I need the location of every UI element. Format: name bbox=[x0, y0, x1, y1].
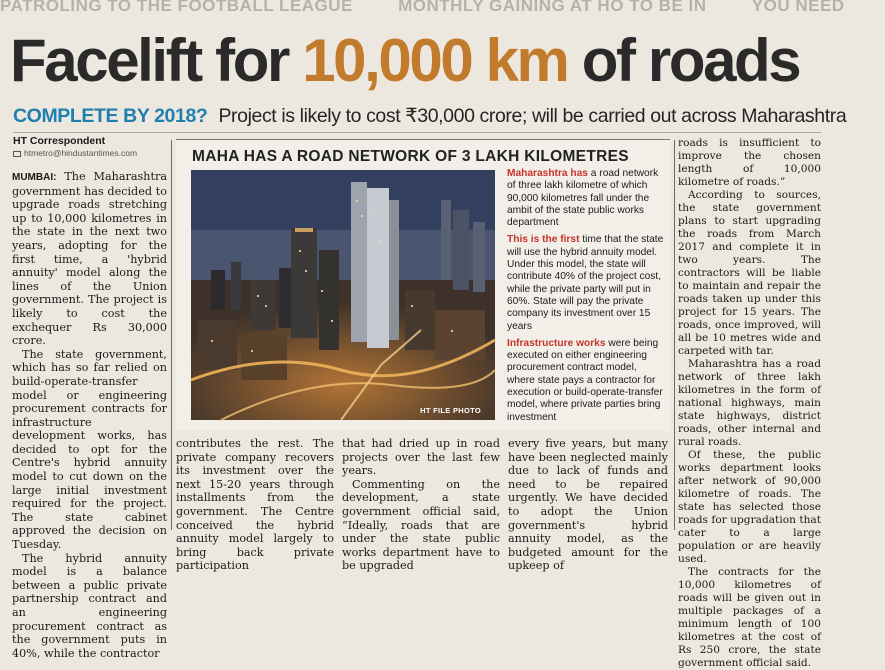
paragraph: Of these, the public works department looks after network of 90,000 kilometre of roads. The state has selected those roads for upgradation that cater to a large population or are heavily used. bbox=[678, 449, 821, 565]
fact-lead: Maharashtra has bbox=[507, 168, 588, 179]
subhead-question: COMPLETE BY 2018? bbox=[13, 105, 208, 127]
article-column-3 bbox=[342, 437, 500, 573]
city-night-photo bbox=[191, 170, 495, 420]
paragraph: roads is insufficient to improve the chosen length of 10,000 kilometre of roads.” bbox=[678, 137, 821, 188]
paragraph: Maharashtra has a road network of three lakh kilometres in the form of national highways, main state highways, district roads, other internal and rural roads. bbox=[678, 358, 821, 448]
fact-lead: This is the first bbox=[507, 234, 580, 246]
fact-item bbox=[507, 338, 667, 424]
paragraph: According to sources, the state government plans to start upgrading the roads from March 2017 and complete it in two years. The contractors will be liable to maintain and repair the roads taken up under this project for 15 years. The roads, once improved, will all be 10 metres wide and carpeted with tar. bbox=[678, 189, 821, 357]
ghost-line: YOU NEED bbox=[751, 0, 845, 15]
ghost-line: PATROLING TO THE FOOTBALL LEAGUE bbox=[0, 0, 353, 15]
article-column-2 bbox=[176, 437, 334, 573]
infobox-facts bbox=[507, 168, 667, 429]
dateline: MUMBAI: bbox=[12, 172, 57, 183]
paragraph: The hybrid annuity model is a balance between a public private partnership contract and an engineering procurement contract as the government puts in 40%, while the contractor bbox=[12, 551, 167, 660]
paragraph: that had dried up in road projects over the last few years. bbox=[342, 437, 500, 478]
headline bbox=[10, 26, 820, 96]
subheadline bbox=[13, 103, 847, 129]
paragraph bbox=[12, 170, 167, 348]
infobox-title: MAHA HAS A ROAD NETWORK OF 3 LAKH KILOMETRES bbox=[192, 148, 629, 165]
fact-item bbox=[507, 234, 667, 332]
paragraph: contributes the rest. The private company recovers its investment over the next 15-20 years through installments from the government. The Centre conceived the hybrid annuity model largely to bring back private participation bbox=[176, 437, 334, 573]
paragraph: The contracts for the 10,000 kilometres of roads will be given out in multiple packages of a minimum length of 100 kilometres at the cost of Rs 250 crore, the state government official said. bbox=[678, 566, 821, 669]
paragraph-text: The Maharashtra government has decided to upgrade roads stretching up to 10,000 kilometres in the state in the next two years, adopting for the first time, a 'hybrid annuity' model along the lines of the Union government. The project is likely to cost the exchequer Rs 30,000 crore. bbox=[12, 170, 168, 348]
byline-name: HT Correspondent bbox=[13, 135, 106, 147]
article-column-4 bbox=[508, 437, 668, 573]
mail-icon bbox=[13, 151, 21, 157]
subhead-text: Project is likely to cost ₹30,000 crore; will be carried out across Maharashtra bbox=[218, 105, 847, 127]
photo-credit: HT FILE PHOTO bbox=[420, 406, 481, 415]
skyline-illustration bbox=[191, 170, 495, 420]
paragraph: Commenting on the development, a state government official said, “Ideally, roads that are under the state public works department have to be upgraded bbox=[342, 477, 500, 573]
byline-email-row bbox=[13, 148, 168, 158]
fact-item bbox=[507, 168, 667, 229]
article-column-5 bbox=[678, 137, 821, 670]
byline-email: htmetro@hindustantimes.com bbox=[24, 148, 138, 158]
headline-accent: 10,000 km bbox=[302, 27, 568, 94]
byline bbox=[13, 135, 168, 158]
headline-lead: Facelift for bbox=[10, 27, 303, 94]
column-rule bbox=[674, 140, 675, 530]
headline-tail: of roads bbox=[567, 27, 800, 94]
section-rule bbox=[13, 132, 821, 133]
infobox bbox=[176, 139, 670, 431]
fact-text: a road network of three lakh kilometre of which 90,000 kilometres fall under the ambit of the state public works department bbox=[507, 168, 659, 229]
column-rule bbox=[171, 140, 172, 530]
bleed-through-text bbox=[0, 0, 845, 26]
paragraph: every five years, but many have been neglected mainly due to lack of funds and need to be repaired urgently. We have decided to adopt the Union government's hybrid annuity model, as the budgeted amount for the upkeep of bbox=[508, 437, 668, 573]
fact-text: time that the state will use the hybrid annuity model. Under this model, the state will contribute 40% of the project cost, while the private party will put in 60%. State will pay the private company its investment over 15 years bbox=[507, 234, 664, 332]
article-column-1 bbox=[12, 170, 167, 660]
paragraph: The state government, which has so far relied on build-operate-transfer model or engineering procurement contracts for infrastructure development works, has decided to opt for the Centre's hybrid annuity model to cut down on the large initial investment required for the project. The state cabinet approved the decision on Tuesday. bbox=[12, 347, 167, 552]
fact-text: were being executed on either engineering procurement contract model, where state pays a contractor for execution or build-operate-transfer model, where private parties bring investment bbox=[507, 337, 663, 423]
ghost-line: MONTHLY GAINING AT HO TO BE IN bbox=[398, 0, 707, 15]
fact-lead: Infrastructure works bbox=[507, 337, 606, 349]
